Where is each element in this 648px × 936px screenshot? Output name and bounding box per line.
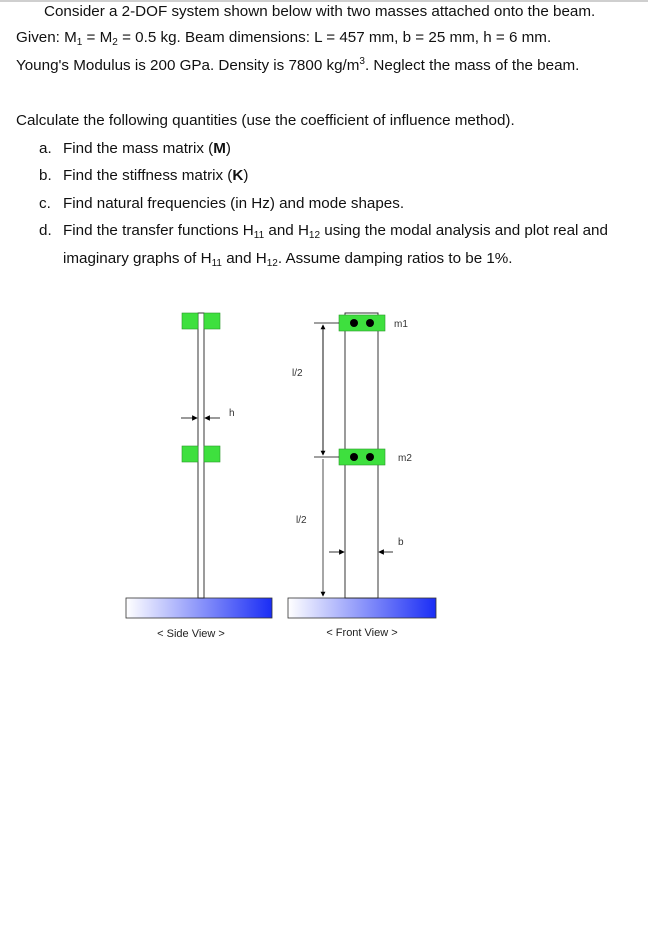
m1-subscript: 1 bbox=[76, 37, 83, 48]
side-view-caption: < Side View > bbox=[157, 628, 225, 640]
half-length-top-label: l/2 bbox=[292, 368, 303, 379]
mass-1-bolt-left bbox=[350, 319, 358, 327]
item-b-close: ) bbox=[243, 167, 249, 184]
h11-subscript: 11 bbox=[253, 230, 265, 241]
item-d-text-1c: using the modal analysis and plot real and bbox=[320, 222, 608, 239]
item-a-close: ) bbox=[225, 140, 231, 157]
mass-2-bolt-left bbox=[350, 453, 358, 461]
side-mass-1-left bbox=[182, 313, 198, 329]
given-prefix: Given: M bbox=[16, 29, 77, 46]
item-c-text: Find natural frequencies (in Hz) and mode shapes. bbox=[63, 195, 405, 212]
material-rest: . Neglect the mass of the beam. bbox=[364, 57, 580, 74]
intro-text: Consider a 2-DOF system shown below with two masses attached onto the beam. bbox=[44, 3, 596, 20]
front-view bbox=[288, 313, 436, 639]
item-d-text-2b: and H bbox=[221, 250, 267, 267]
front-mass-2 bbox=[339, 449, 385, 465]
item-b-bold: K bbox=[232, 167, 244, 184]
h11-subscript-2: 11 bbox=[211, 258, 222, 269]
given-rest: = 0.5 kg. Beam dimensions: L = 457 mm, b = 25 mm, h = 6 mm. bbox=[117, 29, 552, 46]
mass-2-bolt-right bbox=[366, 453, 374, 461]
m1-label: m1 bbox=[394, 319, 408, 330]
item-d-marker: d. bbox=[39, 222, 52, 239]
side-mass-1-right bbox=[204, 313, 220, 329]
h12-subscript-2: 12 bbox=[266, 258, 278, 269]
item-d-text-1b: and H bbox=[264, 222, 309, 239]
item-a-text: Find the mass matrix ( bbox=[63, 140, 214, 157]
front-mass-1 bbox=[339, 315, 385, 331]
material-prefix: Young's Modulus is 200 GPa. Density is 7800 kg/m bbox=[16, 57, 360, 74]
m2-subscript: 2 bbox=[112, 37, 118, 48]
item-b-text: Find the stiffness matrix ( bbox=[63, 167, 233, 184]
h-label: h bbox=[229, 408, 235, 419]
front-view-caption: < Front View > bbox=[326, 627, 398, 639]
task-intro-text: Calculate the following quantities (use the coefficient of influence method). bbox=[16, 112, 515, 129]
item-d-text-2a: imaginary graphs of H bbox=[63, 250, 212, 267]
item-c-marker: c. bbox=[39, 195, 51, 212]
side-base bbox=[126, 598, 272, 618]
density-exponent: 3 bbox=[359, 56, 365, 67]
item-a-bold: M bbox=[213, 140, 226, 157]
side-beam bbox=[198, 313, 204, 598]
front-base bbox=[288, 598, 436, 618]
side-mass-2-left bbox=[182, 446, 198, 462]
mass-1-bolt-right bbox=[366, 319, 374, 327]
side-mass-2-right bbox=[204, 446, 220, 462]
given-equals: = M bbox=[82, 29, 113, 46]
side-view bbox=[126, 313, 272, 640]
half-length-bottom-label: l/2 bbox=[296, 515, 307, 526]
h12-subscript: 12 bbox=[308, 230, 321, 241]
item-d-text-2c: . Assume damping ratios to be 1%. bbox=[277, 250, 513, 267]
item-d-text-1a: Find the transfer functions H bbox=[63, 222, 254, 239]
item-b-marker: b. bbox=[39, 167, 52, 184]
m2-label: m2 bbox=[398, 453, 412, 464]
item-a-marker: a. bbox=[39, 140, 52, 157]
b-label: b bbox=[398, 537, 404, 548]
